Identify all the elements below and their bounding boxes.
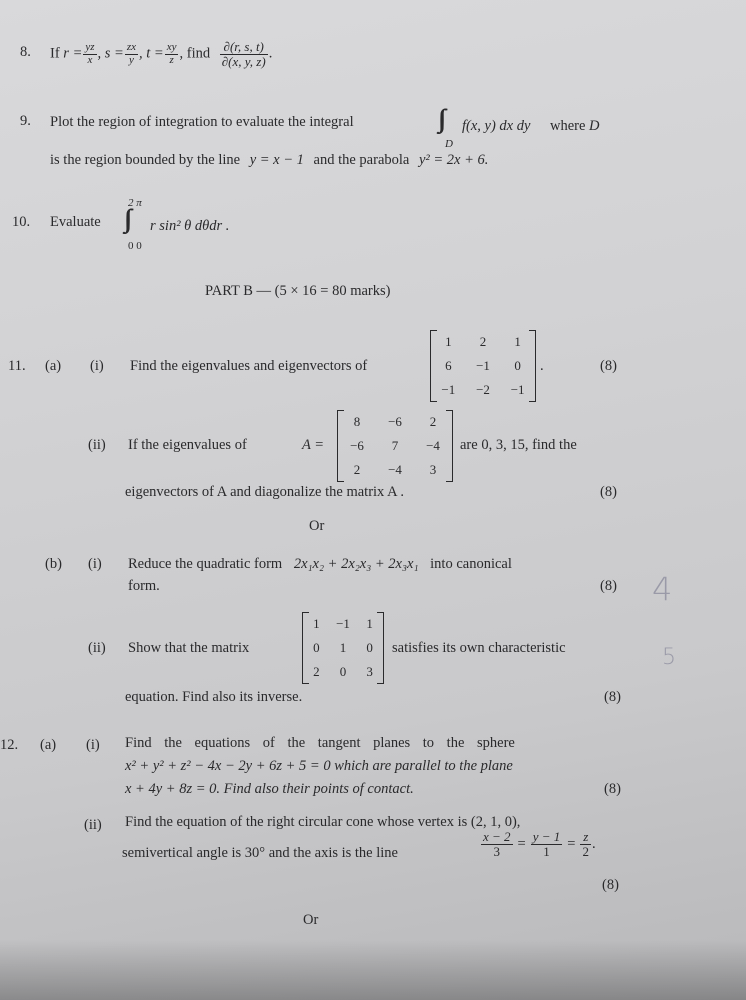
q11aii-matrix [337,410,453,482]
q9-line2: is the region bounded by the line y = x − 1 and the parabola y² = 2x + 6. [50,152,489,168]
q12ai-label: (i) [86,737,100,753]
q12ai-line3: x + 4y + 8z = 0. Find also their points of contact. [125,781,414,797]
q12aii-line1: Find the equation of the right circular cone whose vertex is (2, 1, 0), [125,814,521,830]
q10-integral-sign: ∫∫ [124,204,127,233]
q12ai-marks: (8) [604,781,621,797]
matrix-row: 2 0 3 [313,664,373,679]
q11aii-post: are 0, 3, 15, find the [460,437,577,453]
q12ai-line2: x² + y² + z² − 4x − 2y + 6z + 5 = 0 which are parallel to the plane [125,758,513,774]
q9-integrand: f(x, y) dx dy [462,118,531,134]
q9-number: 9. [20,113,31,129]
matrix-row: 1 2 1 [445,334,521,349]
part-b-heading: PART B — (5 × 16 = 80 marks) [205,283,391,299]
q11bii-label: (ii) [88,640,106,656]
q12aii-label: (ii) [84,817,102,833]
q10-upper-limits: 2 π [128,197,142,209]
q11ai-dot: . [540,358,544,374]
matrix-row: −1 −2 −1 [441,382,525,397]
matrix-row: 6 −1 0 [445,358,521,373]
q8-number: 8. [20,44,31,60]
q12-number: 12. [0,737,19,753]
q11ai-matrix [430,330,536,402]
matrix-row: 0 1 0 [313,640,373,655]
matrix-row: 1 −1 1 [313,616,373,631]
q11bii-line2: equation. Find also its inverse. [125,689,303,705]
q11ai-label: (i) [90,358,104,374]
bottom-shadow [0,940,746,1000]
matrix-row: 8 −6 2 [353,414,437,429]
q11bi-line2: form. [128,578,160,594]
matrix-row: −6 7 −4 [350,438,440,453]
q12aii-axis-fractions: $\frac{x - 2}{3}$ = $\frac{y - 1}{1}$ = $\frac{z}{2}$ . [483,829,596,859]
q10-integrand: r sin² θ dθdr . [150,218,230,234]
q11b-label: (b) [45,556,62,572]
q11-or: Or [309,518,325,534]
q12a-label: (a) [40,737,57,753]
q12ai-line1: Find the equations of the tangent planes to the sphere [125,735,515,751]
handwritten-four: 4 [652,570,673,608]
q11bi-marks: (8) [600,578,617,594]
q11bii-matrix [302,612,384,684]
q12aii-line2: semivertical angle is 30° and the axis is the line [122,845,398,861]
q8-if: If [50,45,60,62]
q11aii-label: (ii) [88,437,106,453]
q8-content: If r = $\frac{yz}{x}$ , s = $\frac{zx}{y}$ , t = $\frac{xy}{z}$ , find $\frac{\partial(r, s, t)}{\partial(x, y, z)}$ . [50,39,273,69]
q11bii-post: satisfies its own characteristic [392,640,566,656]
q11bi-text: Reduce the quadratic form 2x₁x₂ + 2x₂x₃ + 2x₃x₁ into canonical [128,556,512,572]
q11bi-label: (i) [88,556,102,572]
q11ai-marks: (8) [600,358,617,374]
q10-number: 10. [12,214,31,230]
q10-evaluate: Evaluate [50,214,101,230]
handwritten-five: 5 [662,645,676,670]
q11aii-marks: (8) [600,484,617,500]
q11bii-marks: (8) [604,689,621,705]
q9-domain-sub: D [445,138,453,150]
q9-where: where D [550,118,600,134]
q9-integral-sign: ∫∫ [438,104,441,133]
q11aii-line2: eigenvectors of A and diagonalize the matrix A . [125,484,405,500]
q11ai-text: Find the eigenvalues and eigenvectors of [130,358,368,374]
matrix-row: 2 −4 3 [353,462,437,477]
q11a-label: (a) [45,358,62,374]
q12-or: Or [303,912,319,928]
q11aii-pre: If the eigenvalues of [128,437,247,453]
q10-lower-limits: 0 0 [128,240,142,252]
q11aii-A: A = [302,437,325,453]
q12aii-marks: (8) [602,877,619,893]
q9-line1: Plot the region of integration to evaluate the integral [50,114,354,130]
q11-number: 11. [8,358,26,374]
q11bii-pre: Show that the matrix [128,640,250,656]
